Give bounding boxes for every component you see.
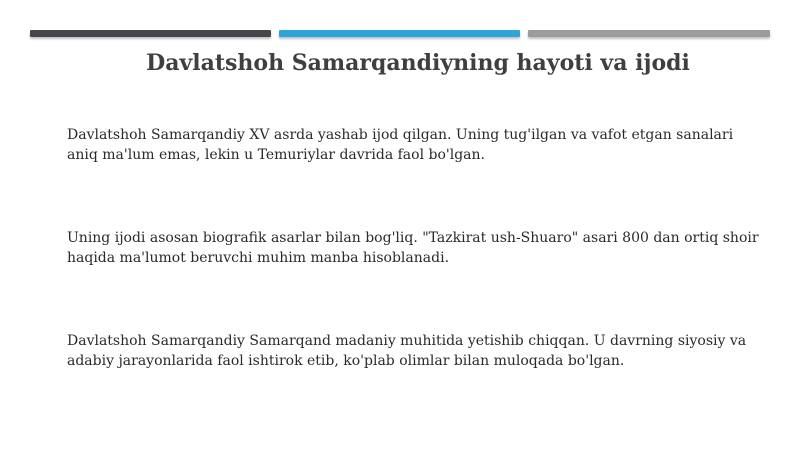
paragraph-1: Davlatshoh Samarqandiy XV asrda yashab ijod qilgan. Uning tug'ilgan va vafot etgan sanalari aniq ma'lum emas, lekin u Temuriylar davrida faol bo'lgan. (67, 127, 734, 163)
slide-title: Davlatshoh Samarqandiyning hayoti va ijodi (146, 50, 690, 76)
accent-bar-blue (279, 30, 520, 37)
accent-bar-dark (30, 30, 271, 37)
paragraph-3: Davlatshoh Samarqandiy Samarqand madaniy muhitida yetishib chiqqan. U davrning siyosiy va adabiy jarayonlarida faol ishtirok etib, ko'plab olimlar bilan muloqada bo'lgan. (67, 333, 747, 369)
accent-bar-gray (528, 30, 770, 37)
paragraph-2: Uning ijodi asosan biografik asarlar bilan bog'liq. "Tazkirat ush-Shuaro" asari 800 dan ortiq shoir haqida ma'lumot beruvchi muhim manba hisoblanadi. (67, 230, 759, 266)
